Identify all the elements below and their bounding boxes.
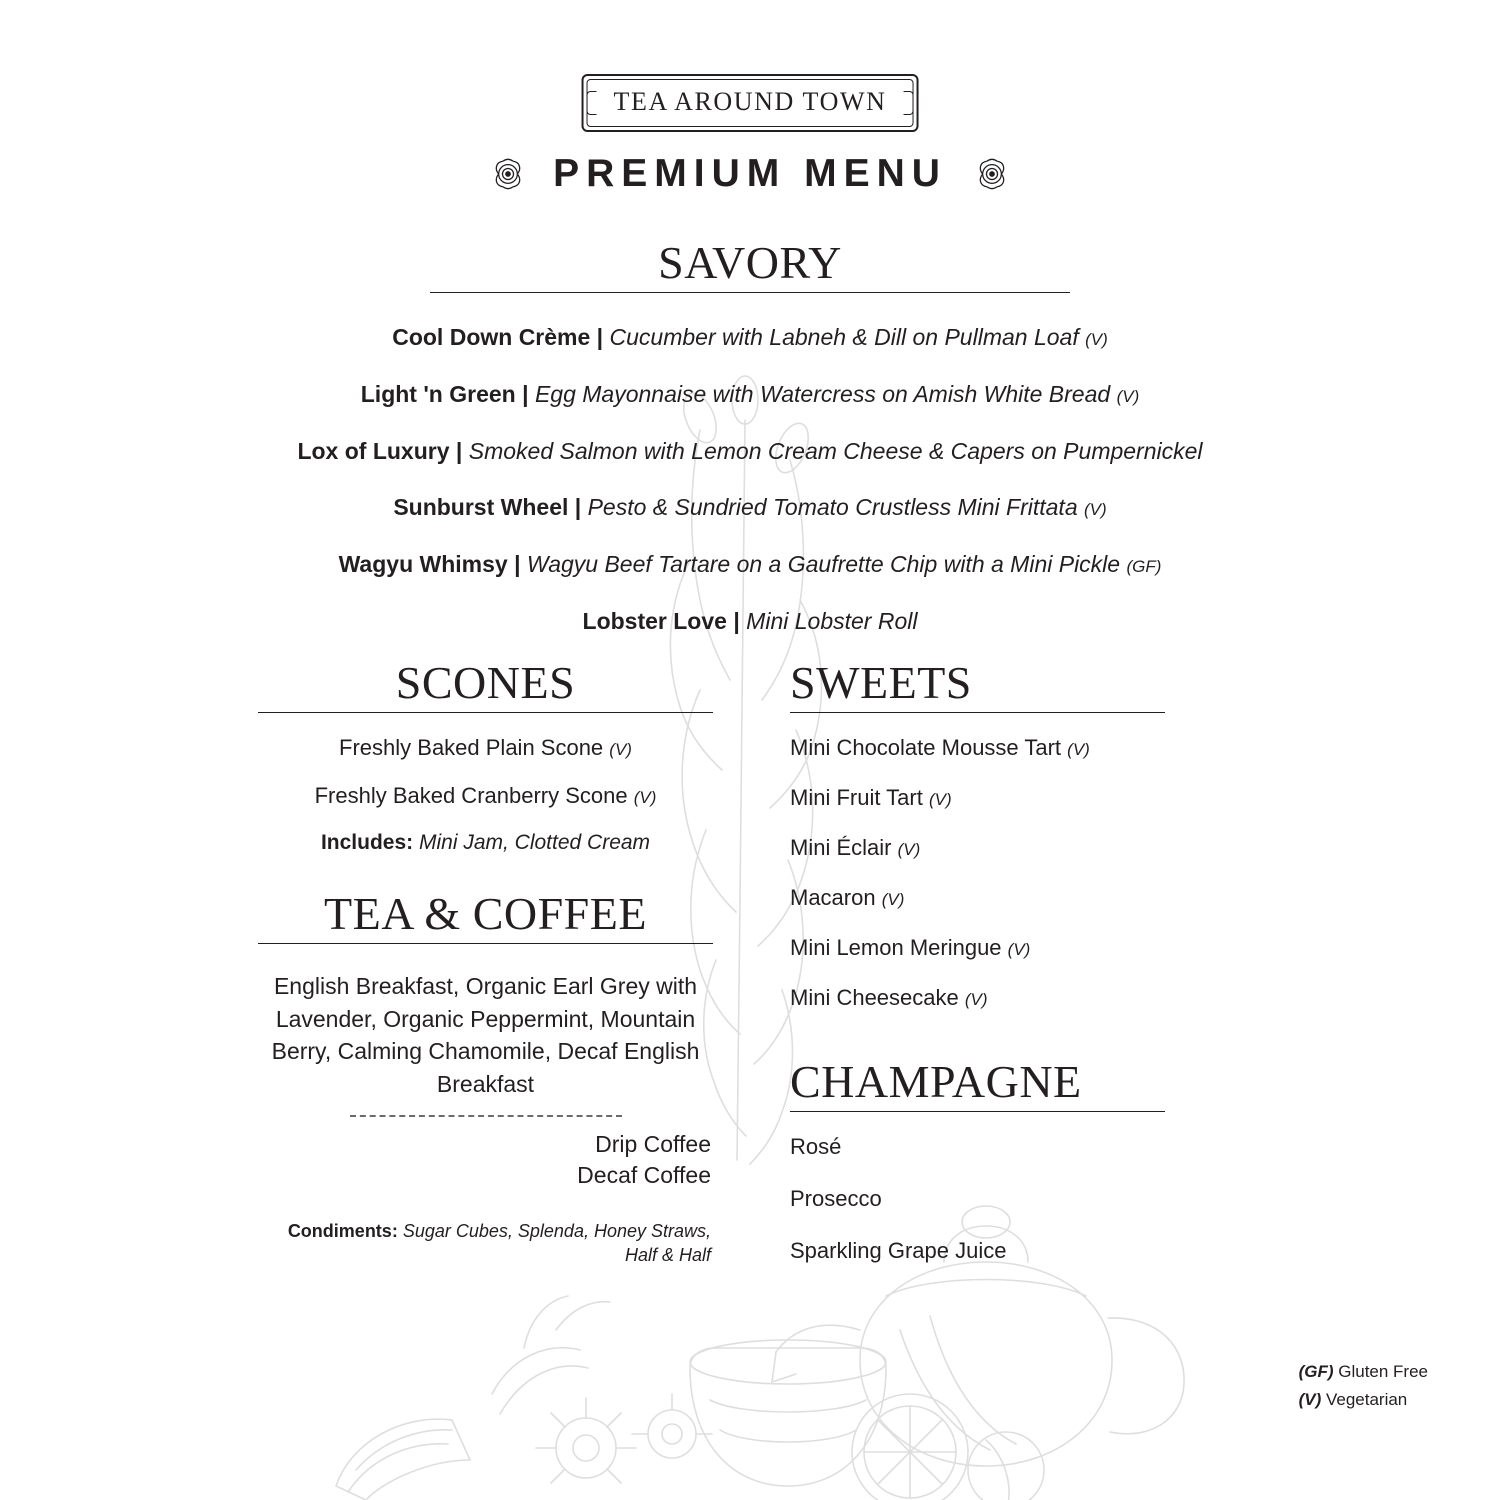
tea-coffee-heading: TEA & COFFEE bbox=[324, 888, 647, 939]
item-tag: (V) bbox=[881, 890, 905, 909]
item-desc: Cucumber with Labneh & Dill on Pullman Loaf bbox=[609, 324, 1079, 350]
menu-item: Rosé bbox=[790, 1134, 842, 1159]
menu-item bbox=[258, 735, 713, 761]
item-name: Lobster Love | bbox=[582, 607, 740, 634]
item-desc: Wagyu Beef Tartare on a Gaufrette Chip with a Mini Pickle bbox=[526, 551, 1121, 577]
menu-item: Prosecco bbox=[790, 1186, 882, 1211]
item-tag: (V) bbox=[633, 788, 657, 807]
legend-v-label: Vegetarian bbox=[1325, 1389, 1408, 1409]
menu-item bbox=[790, 785, 1165, 811]
item-tag: (V) bbox=[964, 990, 988, 1009]
item-name: Mini Éclair bbox=[790, 835, 892, 860]
item-tag: (GF) bbox=[1126, 557, 1162, 576]
savory-divider bbox=[430, 292, 1070, 293]
item-name: Freshly Baked Cranberry Scone bbox=[314, 783, 628, 808]
sweets-heading: SWEETS bbox=[790, 657, 972, 708]
item-tag: (V) bbox=[1116, 386, 1140, 406]
savory-heading: SAVORY bbox=[658, 237, 842, 288]
section-savory bbox=[0, 237, 1500, 664]
legend bbox=[1299, 1358, 1428, 1414]
item-name: Wagyu Whimsy | bbox=[338, 551, 521, 577]
menu-item bbox=[790, 885, 1165, 911]
menu-item bbox=[790, 835, 1165, 861]
menu-item: Sparkling Grape Juice bbox=[790, 1238, 1007, 1263]
section-champagne bbox=[790, 1056, 1165, 1264]
item-name: Mini Cheesecake bbox=[790, 985, 959, 1010]
menu-item bbox=[258, 783, 713, 809]
item-desc: Smoked Salmon with Lemon Cream Cheese & Capers on Pumpernickel bbox=[468, 437, 1203, 464]
item-name: Lox of Luxury | bbox=[297, 437, 463, 464]
item-desc: Mini Lobster Roll bbox=[746, 607, 918, 634]
coffee-drip: Drip Coffee bbox=[595, 1130, 711, 1157]
section-tea-coffee bbox=[258, 888, 713, 1268]
item-name: Mini Fruit Tart bbox=[790, 785, 923, 810]
item-tag: (V) bbox=[897, 840, 921, 859]
item-name: Cool Down Crème | bbox=[392, 324, 604, 350]
tea-list: English Breakfast, Organic Earl Grey with Lavender, Organic Peppermint, Mountain Berry, Calming Chamomile, Decaf English Breakfast bbox=[271, 973, 700, 1097]
tea-coffee-divider bbox=[258, 943, 713, 944]
item-name: Freshly Baked Plain Scone bbox=[339, 735, 604, 760]
item-tag: (V) bbox=[928, 790, 952, 809]
scones-divider bbox=[258, 712, 713, 713]
includes-label: Includes: bbox=[320, 831, 414, 854]
menu-item bbox=[790, 935, 1165, 961]
includes-value: Mini Jam, Clotted Cream bbox=[418, 831, 651, 854]
menu-item bbox=[790, 985, 1165, 1011]
rose-icon bbox=[491, 157, 525, 191]
left-column bbox=[258, 657, 713, 1268]
item-name: Sunburst Wheel | bbox=[393, 494, 582, 521]
right-column bbox=[790, 657, 1165, 1290]
item-desc: Pesto & Sundried Tomato Crustless Mini Frittata bbox=[587, 494, 1078, 521]
logo-text: TEA AROUND TOWN bbox=[613, 87, 887, 116]
condiments-value: Sugar Cubes, Splenda, Honey Straws, Half & Half bbox=[402, 1221, 711, 1266]
logo-notch-left bbox=[587, 91, 597, 115]
coffee-decaf: Decaf Coffee bbox=[577, 1161, 711, 1188]
legend-gf-code: (GF) bbox=[1298, 1361, 1334, 1381]
condiments-line bbox=[258, 1219, 713, 1268]
item-tag: (V) bbox=[1085, 330, 1108, 349]
menu-title-row bbox=[0, 152, 1500, 196]
section-sweets bbox=[790, 657, 1165, 1011]
brand-logo bbox=[582, 74, 919, 132]
legend-gf-label: Gluten Free bbox=[1338, 1361, 1428, 1381]
legend-v-code: (V) bbox=[1298, 1389, 1322, 1409]
menu-item bbox=[0, 550, 1500, 579]
rose-icon bbox=[975, 157, 1009, 191]
logo-notch-right bbox=[903, 91, 913, 115]
section-scones bbox=[258, 657, 713, 855]
page-title: PREMIUM MENU bbox=[553, 152, 947, 195]
tea-coffee-dashed-divider bbox=[350, 1115, 622, 1117]
item-tag: (V) bbox=[609, 740, 632, 759]
item-name: Macaron bbox=[790, 885, 876, 910]
scones-includes bbox=[258, 831, 713, 855]
condiments-label: Condiments: bbox=[287, 1221, 398, 1242]
item-tag: (V) bbox=[1067, 740, 1090, 759]
savory-items bbox=[0, 323, 1500, 636]
item-name: Mini Chocolate Mousse Tart bbox=[790, 735, 1062, 760]
menu-item bbox=[0, 607, 1500, 636]
item-name: Light 'n Green | bbox=[360, 380, 529, 407]
legend-gluten-free bbox=[1299, 1358, 1428, 1386]
menu-item bbox=[0, 323, 1500, 352]
scones-heading: SCONES bbox=[395, 657, 576, 708]
item-tag: (V) bbox=[1084, 500, 1107, 520]
menu-item bbox=[0, 493, 1500, 522]
item-name: Mini Lemon Meringue bbox=[790, 935, 1002, 960]
champagne-heading: CHAMPAGNE bbox=[790, 1056, 1082, 1107]
item-tag: (V) bbox=[1007, 940, 1031, 959]
menu-item bbox=[0, 437, 1500, 466]
menu-item bbox=[790, 735, 1165, 761]
legend-vegetarian bbox=[1299, 1386, 1428, 1414]
item-desc: Egg Mayonnaise with Watercress on Amish White Bread bbox=[534, 380, 1111, 407]
sweets-divider bbox=[790, 712, 1165, 713]
champagne-divider bbox=[790, 1111, 1165, 1112]
menu-item bbox=[0, 380, 1500, 409]
